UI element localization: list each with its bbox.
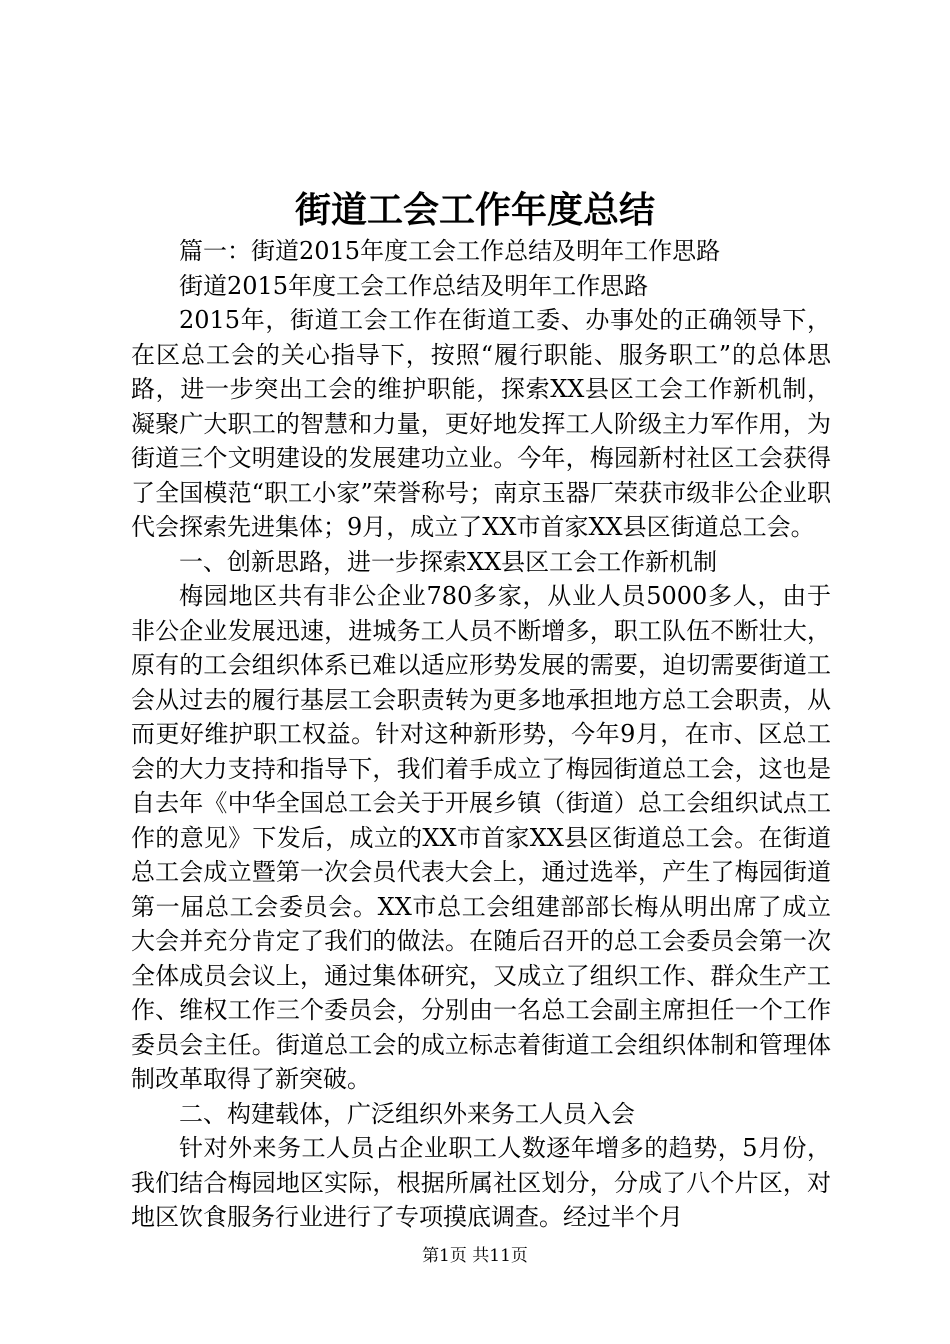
section-heading: 篇一：街道2015年度工会工作总结及明年工作思路 bbox=[179, 237, 721, 265]
paragraph: 2015年，街道工会工作在街道工委、办事处的正确领导下，在区总工会的关心指导下，按照“履行职能、服务职工”的总体思路，进一步突出工会的维护职能，探索XX县区工会工作新机制，凝聚广大职工的智慧和力量，更好地发挥工人阶级主力军作用，为街道三个文明建设的发展建功立业。今年，梅园新村社区工会获得了全国模范“职工小家”荣誉称号；南京玉器厂荣获市级非公企业职代会探索先进集体；9月，成立了XX市首家XX县区街道总工会。 bbox=[131, 306, 831, 541]
paragraph: 针对外来务工人员占企业职工人数逐年增多的趋势，5月份，我们结合梅园地区实际，根据所属社区划分，分成了八个片区，对地区饮食服务行业进行了专项摸底调查。经过半个月 bbox=[131, 1134, 831, 1231]
section-heading: 二、构建载体，广泛组织外来务工人员入会 bbox=[179, 1099, 635, 1128]
subtitle: 街道2015年度工会工作总结及明年工作思路 bbox=[179, 271, 649, 300]
paragraph: 梅园地区共有非公企业780多家，从业人员5000多人，由于非公企业发展迅速，进城务工人员不断增多，职工队伍不断壮大，原有的工会组织体系已难以适应形势发展的需要，迫切需要街道工会从过去的履行基层工会职责转为更多地承担地方总工会职责，从而更好维护职工权益。针对这种新形势，今年9月，在市、区总工会的大力支持和指导下，我们着手成立了梅园街道总工会，这也是自去年《中华全国总工会关于开展乡镇（街道）总工会组织试点工作的意见》下发后，成立的XX市首家XX县区街道总工会。在街道总工会成立暨第一次会员代表大会上，通过选举，产生了梅园街道第一届总工会委员会。XX市总工会组建部部长梅从明出席了成立大会并充分肯定了我们的做法。在随后召开的总工会委员会第一次全体成员会议上，通过集体研究，又成立了组织工作、群众生产工作、维权工作三个委员会，分别由一名总工会副主席担任一个工作委员会主任。街道总工会的成立标志着街道工会组织体制和管理体制改革取得了新突破。 bbox=[131, 582, 831, 1093]
page-footer: 第1页 共11页 bbox=[422, 1246, 528, 1266]
document-body bbox=[131, 234, 831, 1235]
document-title: 街道工会工作年度总结 bbox=[294, 189, 655, 231]
section-heading: 一、创新思路，进一步探索XX县区工会工作新机制 bbox=[179, 547, 718, 576]
